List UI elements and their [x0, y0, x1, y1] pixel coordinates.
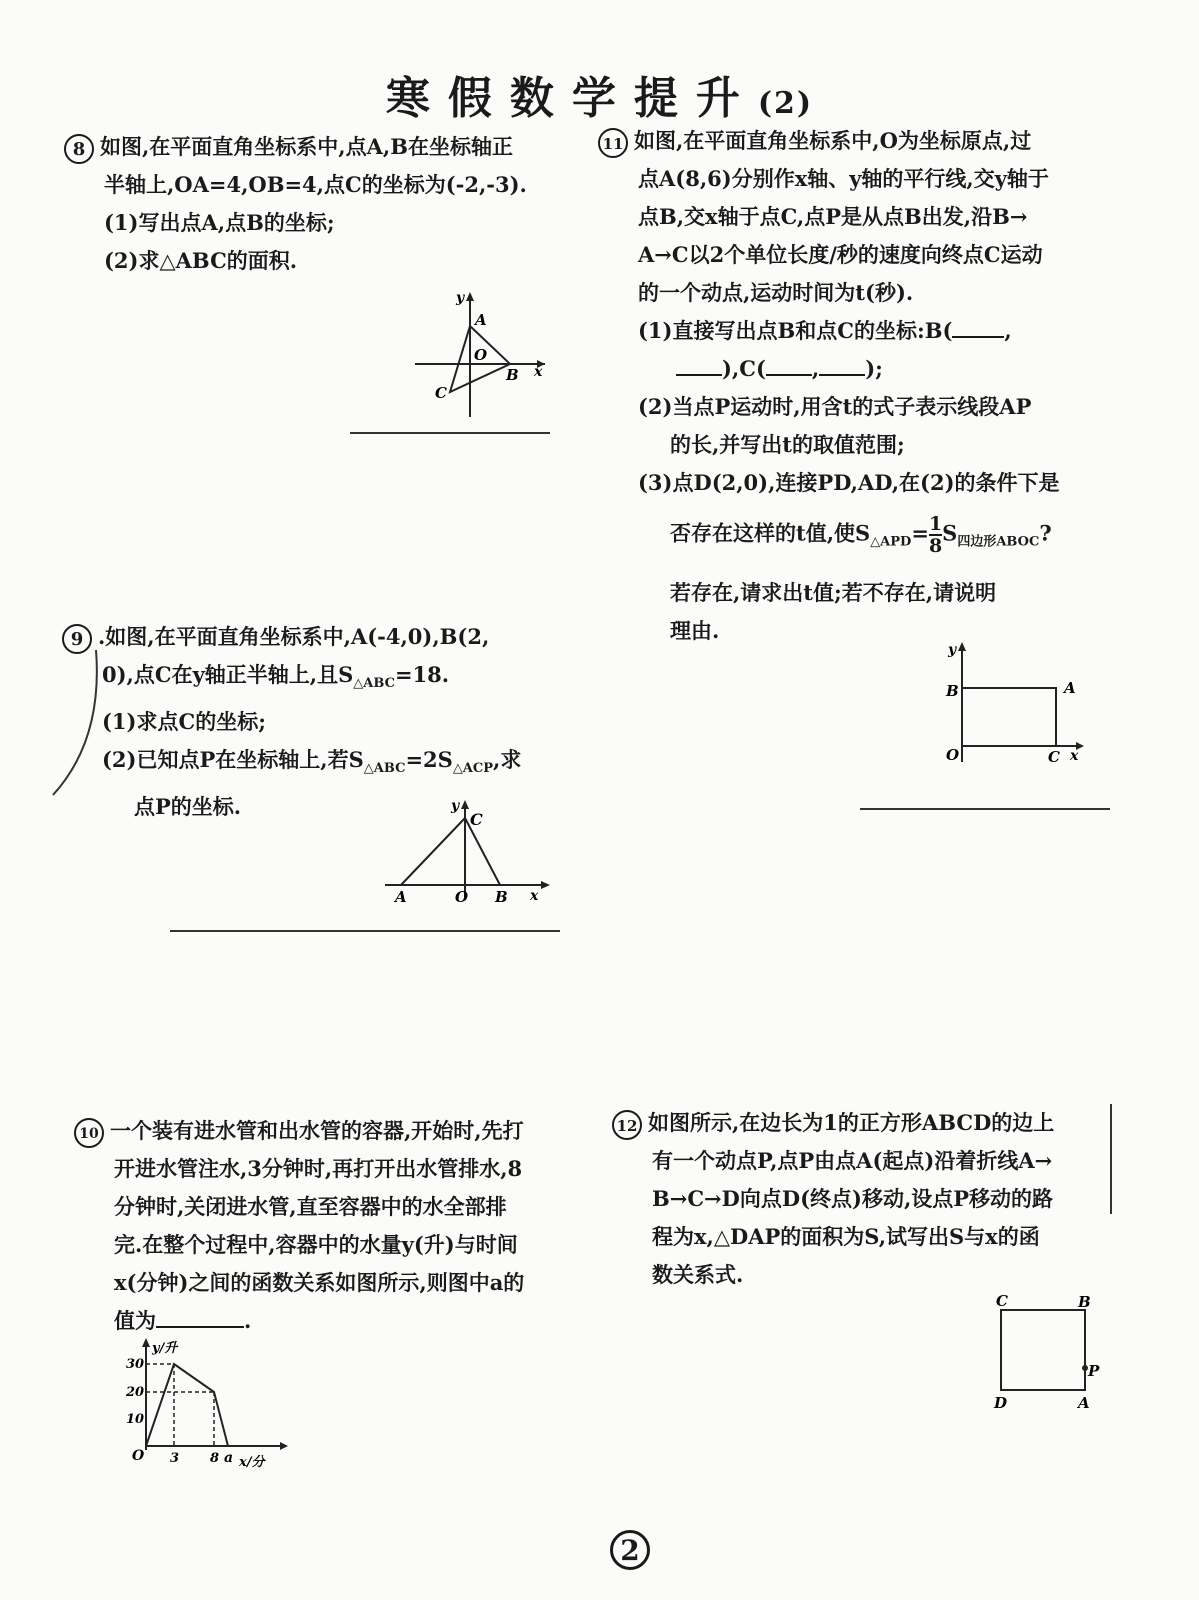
- svg-text:C: C: [435, 384, 447, 402]
- problem-number-12: 12: [612, 1110, 642, 1140]
- problem-9: 9 .如图,在平面直角坐标系中,A(-4,0),B(2, 0),点C在y轴正半轴上,且$S_{\triangle ABC}=18$. (1)求点C的坐标; (2)已知点P在坐标轴上,若$S_{\triangle ABC}=2S_{\triangle ACP}$,求 点P的坐标.: [62, 618, 521, 826]
- svg-text:A: A: [395, 888, 407, 906]
- margin-mark: [1110, 1104, 1112, 1214]
- blank-c-x[interactable]: [766, 352, 812, 376]
- svg-text:y: y: [451, 798, 460, 814]
- svg-text:A: A: [1064, 679, 1076, 697]
- svg-text:20: 20: [126, 1385, 145, 1400]
- svg-text:y: y: [948, 642, 957, 658]
- svg-text:B: B: [946, 682, 959, 700]
- blank-b-y[interactable]: [676, 352, 722, 376]
- svg-text:O: O: [946, 746, 960, 764]
- svg-text:3: 3: [170, 1451, 180, 1466]
- svg-text:y/升: y/升: [152, 1341, 178, 1356]
- svg-text:A: A: [475, 311, 487, 329]
- figure-9: [385, 800, 555, 910]
- problem-11: 11 如图,在平面直角坐标系中,O为坐标原点,过 点A(8,6)分别作x轴、y轴的平行线,交y轴于 点B,交x轴于点C,点P是从点B出发,沿B→ A→C以2个单位长度/秒的速度向终点C运动 的一个动点,运动时间为t(秒). (1)直接写出点B和点C的坐标:B( , ),C( , ); (2)当点P运动时,用含t的式子表示线段AP 的长,并写出t的取值范围; (3)点D(2,0),连接PD,AD,在(2)的条件下是 否存在这样的t值,使$S_{\triangle APD}=$ $\frac{1}{8}$ $S_{四边形ABOC}$? 若存在,请求出t值;若不存在,请说明 理由.: [598, 122, 1060, 650]
- svg-text:30: 30: [126, 1357, 145, 1372]
- fraction-one-eighth: $\frac{1}{8}$: [928, 513, 943, 557]
- svg-text:C: C: [470, 810, 483, 829]
- problem-12: 12 如图所示,在边长为1的正方形ABCD的边上 有一个动点P,点P由点A(起点)沿着折线A→ B→C→D向点D(终点)移动,设点P移动的路 程为x,△DAP的面积为S,试写出S与x的函 数关系式.: [612, 1104, 1054, 1294]
- figure-8: [410, 292, 550, 422]
- svg-text:x: x: [534, 364, 543, 380]
- svg-text:10: 10: [126, 1412, 145, 1427]
- problem-number-8: 8: [64, 134, 94, 164]
- page-title: 寒假数学提升(2): [385, 73, 814, 124]
- bracket-mark: [48, 650, 108, 800]
- svg-text:B: B: [1078, 1293, 1091, 1311]
- svg-text:C: C: [996, 1292, 1008, 1310]
- svg-text:8: 8: [210, 1451, 220, 1466]
- svg-text:B: B: [495, 888, 508, 906]
- divider: [170, 930, 560, 932]
- blank-c-y[interactable]: [819, 352, 865, 376]
- svg-text:O: O: [455, 888, 469, 906]
- page-number: 2: [610, 1530, 650, 1570]
- svg-text:y: y: [456, 290, 465, 306]
- divider: [860, 808, 1110, 810]
- svg-text:P: P: [1088, 1362, 1100, 1380]
- svg-text:D: D: [994, 1394, 1008, 1412]
- svg-text:O: O: [474, 346, 488, 364]
- svg-text:C: C: [1048, 748, 1060, 766]
- svg-text:A: A: [1078, 1394, 1090, 1412]
- blank-b-x[interactable]: [952, 314, 1004, 338]
- problem-number-9: 9: [62, 624, 92, 654]
- svg-text:x/分: x/分: [239, 1455, 265, 1470]
- problem-8: 8 如图,在平面直角坐标系中,点A,B在坐标轴正 半轴上,OA=4,OB=4,点C的坐标为(-2,-3). (1)写出点A,点B的坐标; (2)求△ABC的面积.: [64, 128, 527, 280]
- svg-text:x: x: [530, 888, 539, 904]
- svg-text:a: a: [224, 1450, 234, 1466]
- answer-blank[interactable]: [156, 1304, 244, 1328]
- problem-number-10: 10: [74, 1118, 104, 1148]
- divider: [350, 432, 550, 434]
- figure-11: [940, 640, 1090, 770]
- svg-text:B: B: [506, 366, 519, 384]
- svg-text:x: x: [1070, 748, 1079, 764]
- figure-12-square: [986, 1292, 1116, 1412]
- svg-text:O: O: [132, 1448, 145, 1464]
- problem-10: 10 一个装有进水管和出水管的容器,开始时,先打 开进水管注水,3分钟时,再打开出水管排水,8 分钟时,关闭进水管,直至容器中的水全部排 完.在整个过程中,容器中的水量y(升)与时间 x(分钟)之间的函数关系如图所示,则图中a的 值为 .: [74, 1112, 524, 1340]
- problem-number-11: 11: [598, 128, 628, 158]
- figure-10-graph: [124, 1338, 294, 1468]
